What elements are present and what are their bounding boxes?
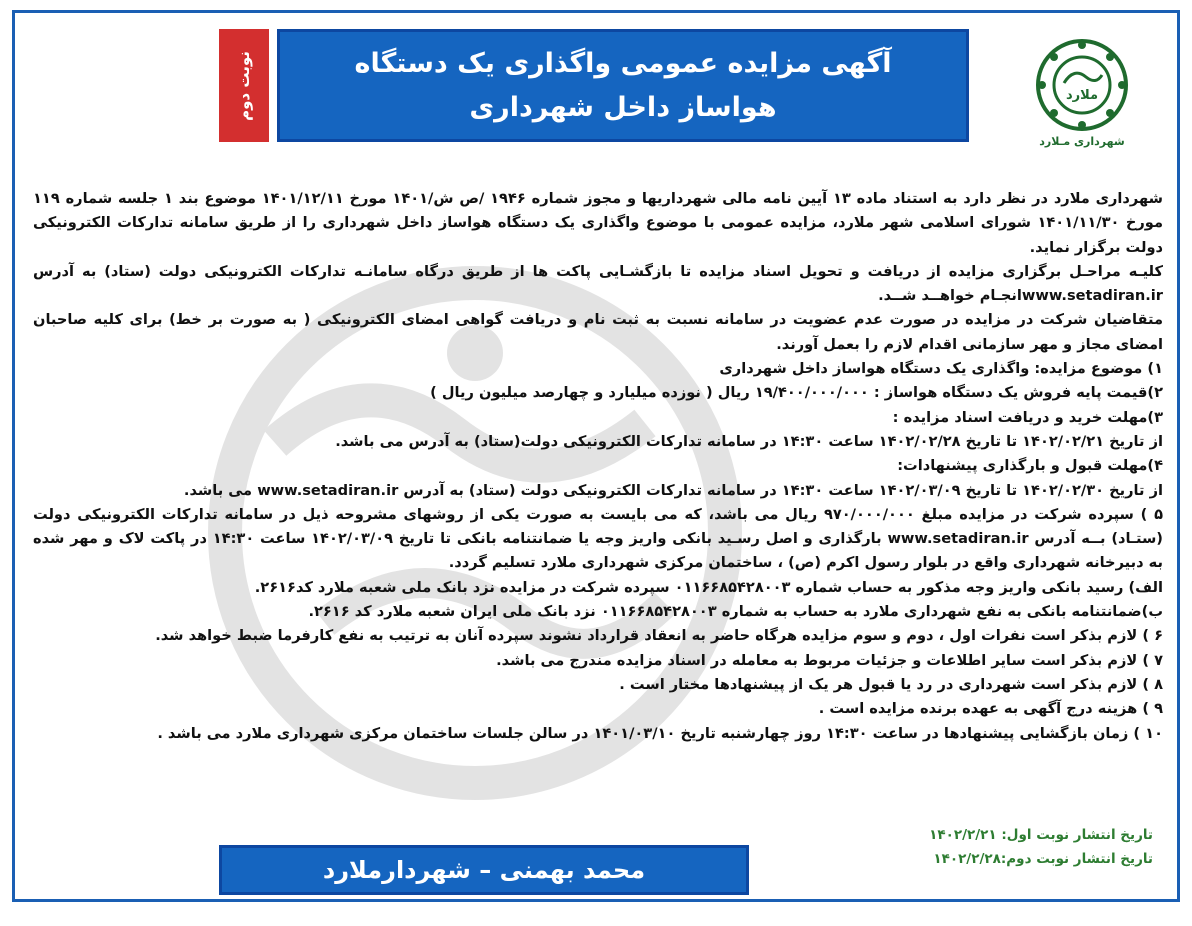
signature-text: محمد بهمنی – شهردارملارد <box>322 856 646 884</box>
setad-url-link[interactable]: www.setadiran.ir <box>1021 287 1163 305</box>
notice-frame <box>12 10 1180 902</box>
emblem-text: ملارد <box>1065 88 1099 103</box>
intro-paragraph: شهرداری ملارد در نظر دارد به استناد ماده ۱۳ آیین نامه مالی شهرداریها و مجوز شماره ۱۹۴۶ /ص ش/۱۴۰۱ مورخ ۱۴۰۱/۱۲/۱۱ موضوع بند ۱ جلسه شماره ۱۱۹ مورخ ۱۴۰۱/۱۱/۳۰ شورای اسلامی شهر ملارد، مزایده عمومی با موضوع واگذاری یک دستگاه هواساز داخل شهرداری را از طریق سامانه تدارکات الکترونیکی دولت برگزار نماید. <box>33 190 1163 256</box>
list-item-3-detail: از تاریخ ۱۴۰۲/۰۲/۲۱ تا تاریخ ۱۴۰۲/۰۲/۲۸ ساعت ۱۴:۳۰ در سامانه تدارکات الکترونیکی دولت(ستاد) به آدرس می باشد. <box>335 432 1163 450</box>
list-item-10: ۱۰ ) زمان بازگشایی پیشنهادها در ساعت ۱۴:۳۰ روز چهارشنبه تاریخ ۱۴۰۱/۰۳/۱۰ در سالن جلسات ساختمان مرکزی شهرداری ملارد می باشد . <box>157 724 1163 742</box>
logo-caption: شهرداری مـلارد <box>1039 135 1125 148</box>
list-item-9: ۹ ) هزینه درج آگهی به عهده برنده مزایده است . <box>818 700 1163 718</box>
list-item-4-end: می باشد. <box>183 481 253 499</box>
list-item-4: ۴)مهلت قبول و بارگذاری پیشنهادات: <box>897 457 1163 475</box>
setad-url-link[interactable]: www.setadiran.ir <box>257 481 399 499</box>
publish-dates <box>929 823 1153 871</box>
list-item-5 <box>33 503 1163 576</box>
list-item-4-text: از تاریخ ۱۴۰۲/۰۲/۳۰ تا تاریخ ۱۴۰۲/۰۳/۰۹ ساعت ۱۴:۳۰ در سامانه تدارکات الکترونیکی دولت (ستاد) به آدرس <box>403 481 1163 499</box>
list-item-7: ۷ ) لازم بذکر است سایر اطلاعات و جزئیات مربوط به معامله در اسناد مزایده مندرج می باشد. <box>496 651 1163 669</box>
list-item-4-detail <box>33 479 1163 503</box>
list-item-8: ۸ ) لازم بذکر است شهرداری در رد یا قبول هر یک از پیشنهادها مختار است . <box>619 675 1163 693</box>
signature-box <box>219 845 749 895</box>
list-item-3: ۳)مهلت خرید و دریافت اسناد مزایده : <box>892 408 1163 426</box>
page-title: آگهی مزایده عمومی واگذاری یک دستگاه <box>354 47 892 79</box>
list-item-5b: ب)ضمانتنامه بانکی به نفع شهرداری ملارد به حساب به شماره ۰۱۱۶۶۸۵۴۲۸۰۰۳ نزد بانک ملی ایران شعبه ملارد کد ۲۶۱۶. <box>308 603 1163 621</box>
list-item-2: ۲)قیمت پایه فروش یک دستگاه هواساز : ۱۹/۴۰۰/۰۰۰/۰۰۰ ریال ( نوزده میلیارد و چهارصد میلیون ریال ) <box>430 384 1163 402</box>
setad-url-link[interactable]: www.setadiran.ir <box>887 530 1029 548</box>
list-item-5a: الف) رسید بانکی واریز وجه مذکور به حساب شماره ۰۱۱۶۶۸۵۴۲۸۰۰۳ سپرده شرکت در مزایده نزد بانک ملی شعبه ملارد کد۲۶۱۶. <box>254 578 1163 596</box>
page-subtitle: هواساز داخل شهرداری <box>469 91 777 123</box>
paragraph-3: متقاضیان شرکت در مزایده در صورت عدم عضویت در سامانه نسبت به ثبت نام و دریافت گواهی امضای الکترونیکی ( به صورت بر خط) برای کلیه صاحبان امضای مجاز و مهر سازمانی اقدام لازم را بعمل آورند. <box>33 311 1163 353</box>
paragraph-2-text: کلیـه مراحـل برگزاری مزایده از دریافت و تحویل اسناد مزایده تا بازگشـایی پاکت ها از طریق درگاه سامانـه تدارکات الکترونیکی دولت (ستاد) به آدرس <box>33 262 1163 280</box>
paragraph-2-end: انجـام خواهــد شــد. <box>878 287 1022 305</box>
list-item-5-text: ۵ ) سپرده شرکت در مزایده مبلغ ۹۷۰/۰۰۰/۰۰۰ ریال می باشد، که می بایست به صورت یکی از روشهای مشروحه ذیل در سامانه تدارکات الکترونیکی دولت (ستـاد) بــه آدرس <box>33 505 1164 548</box>
round-badge-label: نوبت دوم <box>235 50 254 121</box>
publish-date-second: تاریخ انتشار نوبت دوم:۱۴۰۲/۲/۲۸ <box>933 851 1153 867</box>
municipality-emblem-icon <box>1034 37 1130 133</box>
round-badge <box>219 29 269 142</box>
title-box <box>277 29 969 142</box>
list-item-5-end: بارگذاری و اصل رسـید بانکی واریز وجه یا ضمانتنامه بانکی تا تاریخ ۱۴۰۲/۰۳/۰۹ ساعت ۱۴:۳۰ در پاکت لاک و مهر شده به دبیرخانه شهرداری واقع در بلوار رسول اکرم (ص) ، ساختمان مرکزی شهرداری ملارد تسلیم گردد. <box>33 530 1163 572</box>
list-item-1: ۱) موضوع مزایده: واگذاری یک دستگاه هواساز داخل شهرداری <box>719 360 1163 378</box>
municipality-logo <box>1027 37 1137 155</box>
paragraph-2 <box>33 260 1163 309</box>
notice-body <box>33 187 1163 746</box>
publish-date-first: تاریخ انتشار نوبت اول: ۱۴۰۲/۲/۲۱ <box>929 827 1153 843</box>
list-item-6: ۶ ) لازم بذکر است نفرات اول ، دوم و سوم مزایده هرگاه حاضر به انعقاد قرارداد نشوند سپرده آنان به ترتیب به نفع کارفرما ضبط خواهد شد. <box>155 627 1163 645</box>
